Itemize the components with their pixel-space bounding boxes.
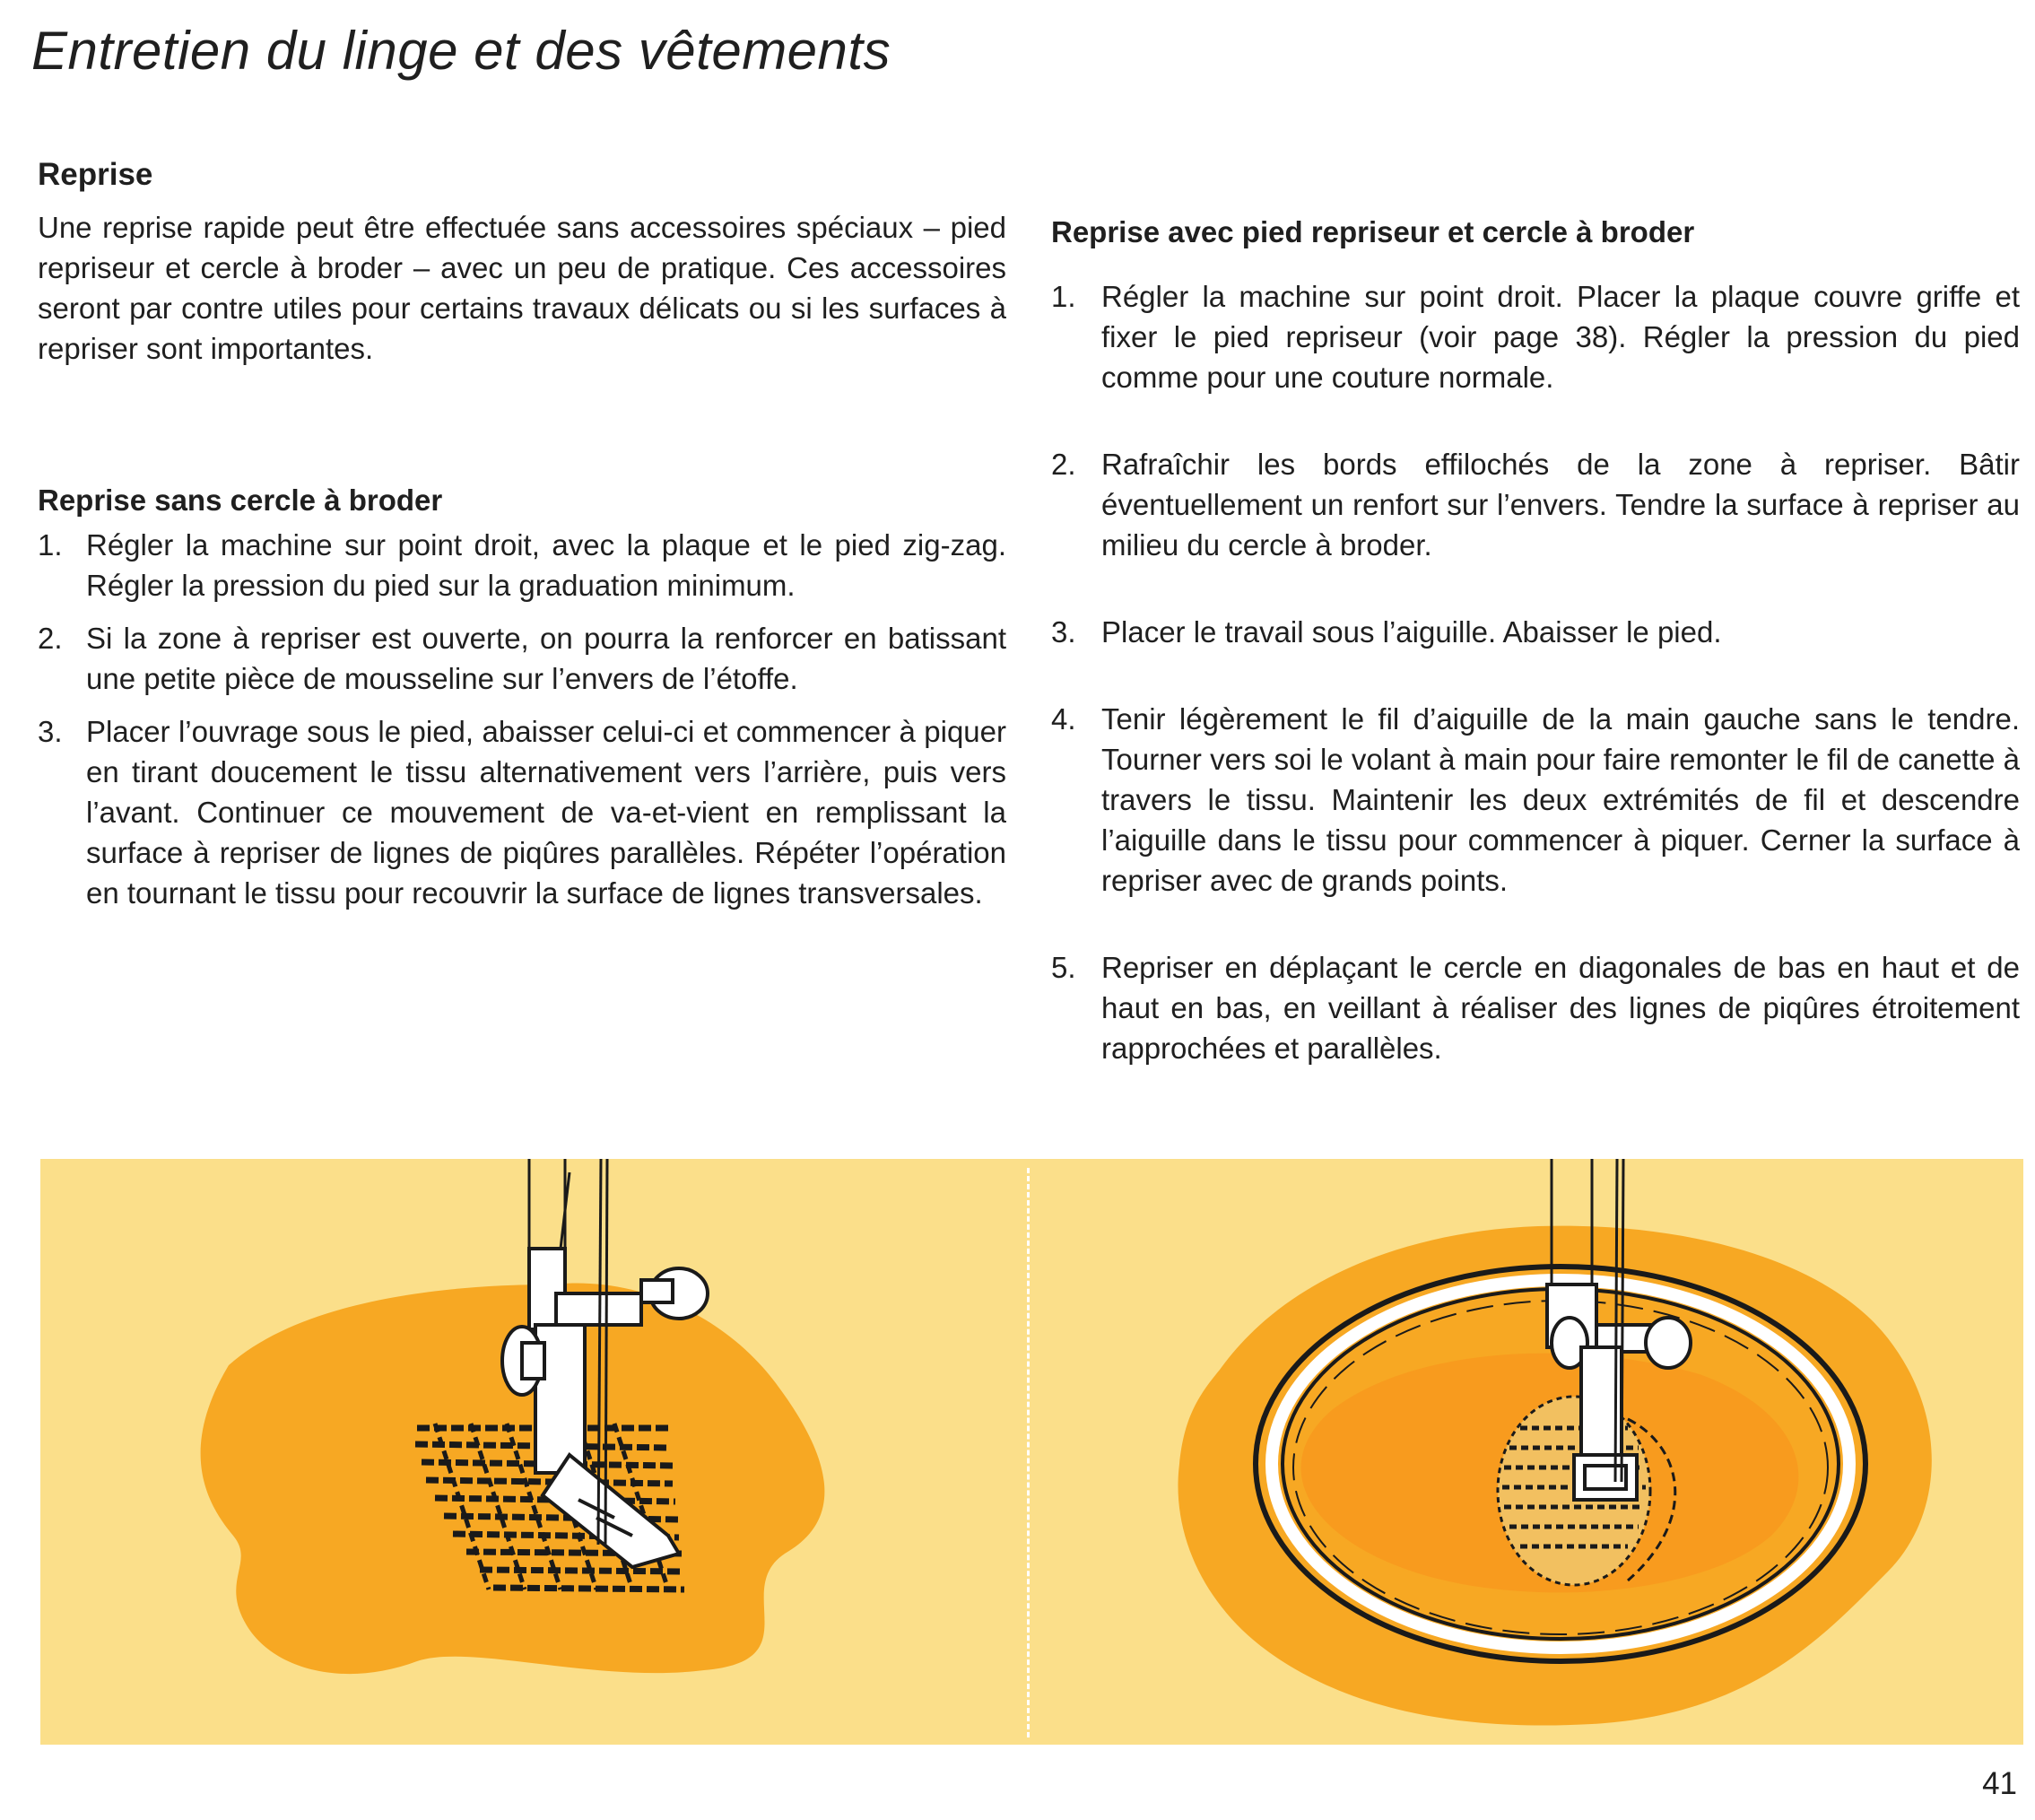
step-number: 1. xyxy=(38,528,63,562)
list-item xyxy=(38,525,1006,605)
left-column xyxy=(38,157,1006,926)
step-number: 2. xyxy=(1051,448,1076,481)
step-text: Placer l’ouvrage sous le pied, abaisser celui-ci et commencer à piquer en tirant doucement le tissu alternativement vers l’arrière, puis vers l’avant. Continuer ce mouvement de va-et-vient en remplissant la surface à repriser de lignes de piqûres parallèles. Répéter l’opération en tournant le tissu pour recouvrir la surface de lignes transversales. xyxy=(86,715,1006,910)
avec-pied-steps xyxy=(1051,276,2020,1068)
page-title: Entretien du linge et des vêtements xyxy=(31,21,891,81)
sans-cercle-steps xyxy=(38,525,1006,913)
list-item xyxy=(1051,444,2020,565)
darning-without-hoop-illustration xyxy=(40,1159,1022,1745)
reprise-intro: Une reprise rapide peut être effectuée sans accessoires spéciaux – pied repriseur et cercle à broder – avec un peu de pratique. Ces accessoires seront par contre utiles pour certains travaux délicats ou si les surfaces à repriser sont importantes. xyxy=(38,211,1006,365)
list-item xyxy=(38,711,1006,913)
step-text: Tenir légèrement le fil d’aiguille de la main gauche sans le tendre. Tourner vers soi le volant à main pour faire remonter le fil de canette à travers le tissu. Maintenir les deux extrémités de fil et descendre l’aiguille dans le tissu pour commencer à piquer. Cerner la surface à repriser avec de grands points. xyxy=(1101,702,2020,897)
list-item xyxy=(1051,699,2020,901)
step-number: 1. xyxy=(1051,280,1076,313)
step-text: Régler la machine sur point droit. Placer la plaque couvre griffe et fixer le pied repriseur (voir page 38). Régler la pression du pied comme pour une couture normale. xyxy=(1101,280,2020,394)
dashed-divider xyxy=(1027,1168,1030,1737)
right-column xyxy=(1051,157,2020,1115)
step-text: Si la zone à repriser est ouverte, on pourra la renforcer en batissant une petite pièce de mousseline sur l’envers de l’étoffe. xyxy=(86,622,1006,695)
embroidery-hoop-illustration xyxy=(1036,1159,2022,1745)
step-number: 4. xyxy=(1051,702,1076,736)
step-text: Placer le travail sous l’aiguille. Abaisser le pied. xyxy=(1101,615,1722,649)
step-number: 3. xyxy=(1051,615,1076,649)
step-text: Régler la machine sur point droit, avec la plaque et le pied zig-zag. Régler la pression du pied sur la graduation minimum. xyxy=(86,528,1006,602)
step-text: Rafraîchir les bords effilochés de la zone à repriser. Bâtir éventuellement un renfort sur l’envers. Tendre la surface à repriser au milieu du cercle à broder. xyxy=(1101,448,2020,562)
page-number: 41 xyxy=(1982,1766,2017,1801)
sans-cercle-heading: Reprise sans cercle à broder xyxy=(38,483,443,517)
list-item xyxy=(1051,947,2020,1068)
presser-foot-darning-illustration xyxy=(40,1159,1022,1745)
step-number: 2. xyxy=(38,622,63,655)
reprise-heading: Reprise xyxy=(38,157,153,192)
list-item xyxy=(1051,276,2020,397)
darning-with-hoop-illustration xyxy=(1036,1159,2022,1745)
avec-pied-heading: Reprise avec pied repriseur et cercle à broder xyxy=(1051,215,1695,248)
step-number: 5. xyxy=(1051,951,1076,984)
list-item xyxy=(1051,612,2020,652)
step-number: 3. xyxy=(38,715,63,748)
list-item xyxy=(38,618,1006,699)
step-text: Repriser en déplaçant le cercle en diagonales de bas en haut et de haut en bas, en veillant à réaliser des lignes de piqûres étroitement rapprochées et parallèles. xyxy=(1101,951,2020,1065)
illustration-panel xyxy=(40,1159,2023,1745)
